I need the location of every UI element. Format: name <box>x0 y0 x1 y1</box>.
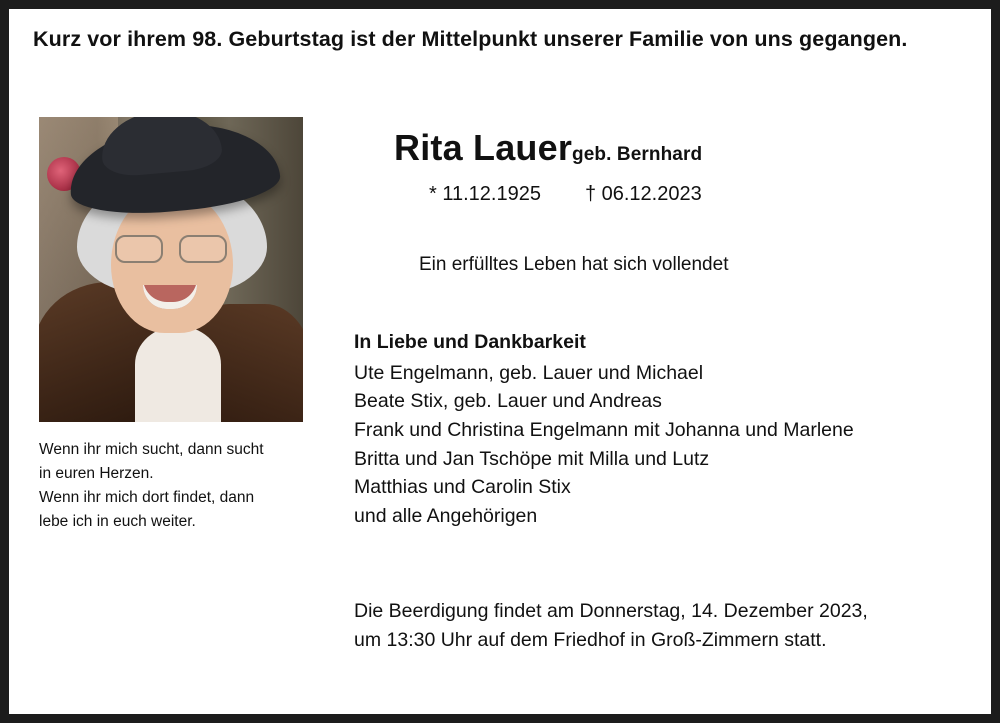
left-column <box>39 117 329 534</box>
family-heading: In Liebe und Dankbarkeit <box>354 331 586 353</box>
motto-text: Ein erfülltes Leben hat sich vollendet <box>419 254 729 275</box>
right-column <box>354 127 971 655</box>
verse-text <box>39 438 329 534</box>
portrait-photo <box>39 117 303 422</box>
family-member-line: Frank und Christina Engelmann mit Johanna und Marlene <box>354 418 854 441</box>
glasses-icon <box>115 235 227 261</box>
headline: Kurz vor ihrem 98. Geburtstag ist der Mittelpunkt unserer Familie von uns gegangen. <box>33 27 908 51</box>
funeral-details <box>354 597 971 656</box>
family-block <box>354 328 971 531</box>
deceased-name: Rita Lauer <box>394 127 573 168</box>
maiden-name: geb. Bernhard <box>572 144 703 165</box>
family-member-line: Britta und Jan Tschöpe mit Milla und Lutz <box>354 447 710 470</box>
funeral-line: Die Beerdigung findet am Donnerstag, 14. Dezember 2023, <box>354 599 868 622</box>
verse-line: Wenn ihr mich dort findet, dann <box>39 489 255 507</box>
deceased-name-line <box>394 127 971 169</box>
life-dates <box>429 183 971 206</box>
family-member-line: Beate Stix, geb. Lauer und Andreas <box>354 390 662 413</box>
death-date: † 06.12.2023 <box>584 183 702 205</box>
verse-line: in euren Herzen. <box>39 465 154 483</box>
funeral-line: um 13:30 Uhr auf dem Friedhof in Groß-Zimmern statt. <box>354 628 827 651</box>
birth-date: * 11.12.1925 <box>429 183 541 205</box>
blouse <box>135 326 221 422</box>
family-member-line: Ute Engelmann, geb. Lauer und Michael <box>354 361 704 384</box>
family-member-line: und alle Angehörigen <box>354 504 538 527</box>
family-member-line: Matthias und Carolin Stix <box>354 476 571 499</box>
verse-line: lebe ich in euch weiter. <box>39 513 196 531</box>
verse-line: Wenn ihr mich sucht, dann sucht <box>39 441 264 458</box>
